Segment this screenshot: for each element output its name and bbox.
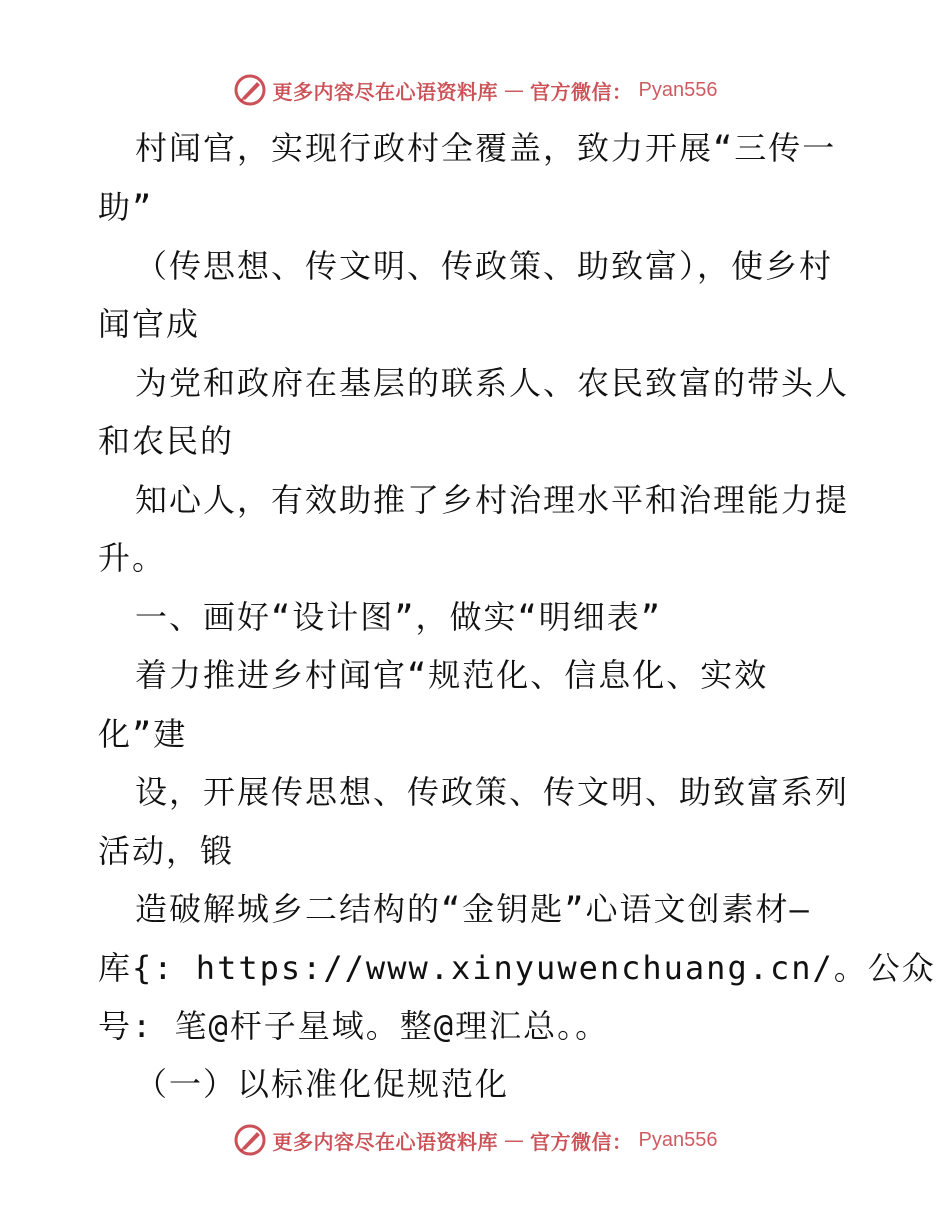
text-line: 村闻官，实现行政村全覆盖，致力开展“三传一 bbox=[135, 129, 837, 167]
text-line: 助” bbox=[98, 188, 154, 226]
subsection-heading: （一）以标准化促规范化 bbox=[135, 1065, 510, 1103]
text-line: 知心人，有效助推了乡村治理水平和治理能力提 bbox=[135, 481, 850, 519]
watermark-separator: — bbox=[504, 78, 525, 102]
text-line: 闻官成 bbox=[98, 305, 201, 343]
section-heading: 一、画好“设计图”，做实“明细表” bbox=[135, 598, 663, 636]
text-line: 为党和政府在基层的联系人、农民致富的带头人 bbox=[135, 364, 850, 402]
watermark-separator: — bbox=[504, 1128, 525, 1152]
watermark-group bbox=[233, 1123, 718, 1157]
text-line: 化”建 bbox=[98, 715, 188, 753]
text-line: 活动，锻 bbox=[98, 832, 235, 870]
watermark-wechat-label: 官方微信： bbox=[530, 1129, 633, 1154]
watermark-wechat-id: Pyan556 bbox=[638, 1128, 718, 1151]
text-line: 号: 笔@杆子星域。整@理汇总。。 bbox=[98, 1007, 610, 1045]
text-line: 升。 bbox=[98, 539, 167, 577]
text-line: 设，开展传思想、传政策、传文明、助致富系列 bbox=[135, 773, 850, 811]
watermark-site-text: 更多内容尽在心语资料库 bbox=[272, 79, 499, 104]
text-line: 库{: https://www.xinyuwenchuang.cn/。公众 bbox=[98, 949, 936, 987]
watermark-site-text: 更多内容尽在心语资料库 bbox=[272, 1129, 499, 1154]
watermark-wechat-label: 官方微信： bbox=[530, 79, 633, 104]
text-line: 着力推进乡村闻官“规范化、信息化、实效 bbox=[135, 656, 769, 694]
footer-watermark bbox=[0, 1120, 950, 1160]
text-line: 造破解城乡二结构的“金钥匙”心语文创素材— bbox=[135, 890, 811, 928]
text-line: 和农民的 bbox=[98, 422, 235, 460]
quill-logo-icon bbox=[233, 1123, 267, 1157]
watermark-wechat-id: Pyan556 bbox=[638, 78, 718, 101]
text-line: （传思想、传文明、传政策、助致富），使乡村 bbox=[135, 247, 834, 285]
